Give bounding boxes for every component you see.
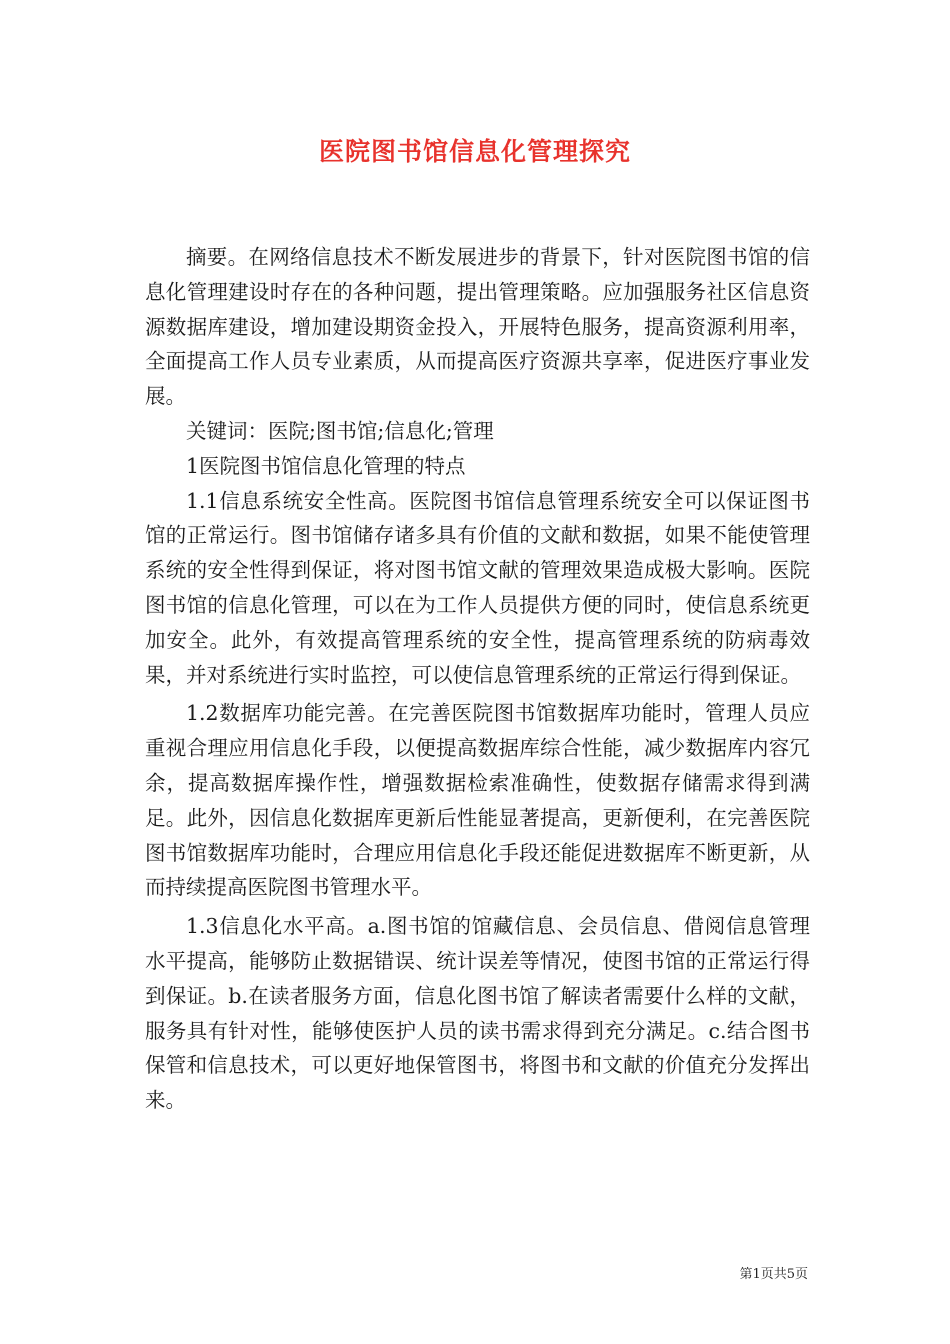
keywords-paragraph: 关键词：医院;图书馆;信息化;管理	[186, 418, 494, 443]
page-number: 第1页共5页	[739, 1267, 808, 1282]
document-title: 医院图书馆信息化管理探究	[318, 137, 631, 166]
body-paragraph: 1.1信息系统安全性高。医院图书馆信息管理系统安全可以保证图书馆的正常运行。图书馆储存诸多具有价值的文献和数据，如果不能使管理系统的安全性得到保证，将对图书馆文献的管理效果造成极大影响。医院图书馆的信息化管理，可以在为工作人员提供方便的同时，使信息系统更加安全。此外，有效提高管理系统的安全性，提高管理系统的防病毒效果，并对系统进行实时监控，可以使信息管理系统的正常运行得到保证。	[145, 488, 810, 687]
abstract-paragraph: 摘要。在网络信息技术不断发展进步的背景下，针对医院图书馆的信息化管理建设时存在的各种问题，提出管理策略。应加强服务社区信息资源数据库建设，增加建设期资金投入，开展特色服务，提高资源利用率，全面提高工作人员专业素质，从而提高医疗资源共享率，促进医疗事业发展。	[145, 245, 810, 409]
body-paragraph: 1.3信息化水平高。a.图书馆的馆藏信息、会员信息、借阅信息管理水平提高，能够防止数据错误、统计误差等情况，使图书馆的正常运行得到保证。b.在读者服务方面，信息化图书馆了解读者需要什么样的文献，服务具有针对性，能够使医护人员的读书需求得到充分满足。c.结合图书保管和信息技术，可以更好地保管图书，将图书和文献的价值充分发挥出来。	[145, 914, 810, 1113]
document-body	[145, 240, 810, 1118]
section-heading: 1医院图书馆信息化管理的特点	[186, 453, 466, 478]
body-paragraph: 1.2数据库功能完善。在完善医院图书馆数据库功能时，管理人员应重视合理应用信息化手段，以便提高数据库综合性能，减少数据库内容冗余，提高数据库操作性，增强数据检索准确性，使数据存储需求得到满足。此外，因信息化数据库更新后性能显著提高，更新便利，在完善医院图书馆数据库功能时，合理应用信息化手段还能促进数据库不断更新，从而持续提高医院图书管理水平。	[145, 701, 810, 900]
